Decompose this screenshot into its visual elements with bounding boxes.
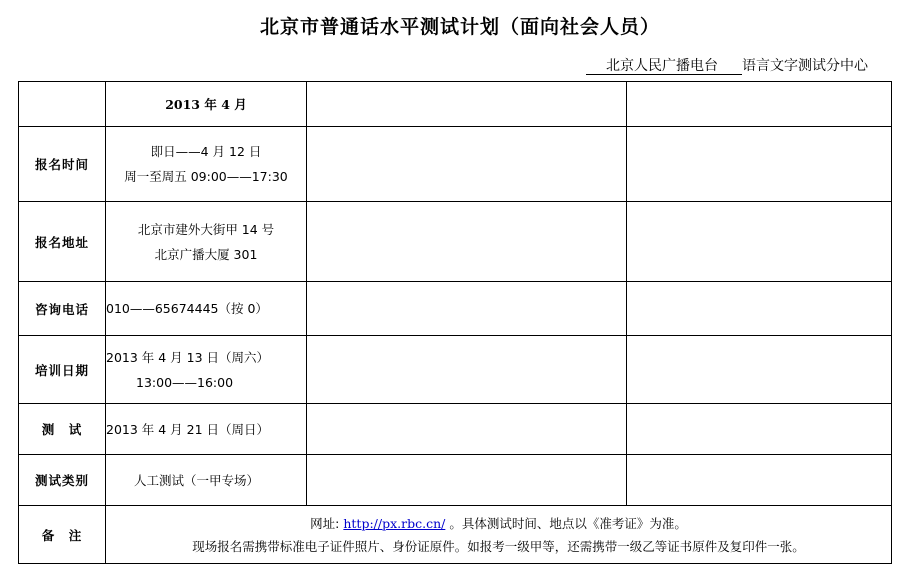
empty-cell bbox=[627, 127, 892, 202]
value-line: 010——65674445（按 0） bbox=[106, 301, 268, 316]
table-row bbox=[19, 455, 892, 506]
row-label: 报名地址 bbox=[19, 202, 106, 282]
empty-cell bbox=[627, 282, 892, 336]
website-suffix: 。具体测试时间、地点以《准考证》为准。 bbox=[445, 515, 687, 531]
row-value bbox=[106, 127, 307, 202]
empty-cell bbox=[307, 336, 627, 404]
value-line: 13:00——16:00 bbox=[136, 374, 234, 390]
empty-cell bbox=[627, 404, 892, 455]
table-header-row bbox=[19, 82, 892, 127]
empty-cell bbox=[627, 455, 892, 506]
value-line: 北京广播大厦 301 bbox=[154, 246, 258, 262]
website-link[interactable]: http://px.rbc.cn/ bbox=[343, 515, 446, 531]
website-prefix: 网址: bbox=[310, 515, 344, 531]
value-line: 北京市建外大街甲 14 号 bbox=[137, 221, 275, 237]
row-value bbox=[106, 282, 307, 336]
row-value bbox=[106, 202, 307, 282]
table-row bbox=[19, 282, 892, 336]
remarks-line-requirements: 现场报名需携带标准电子证件照片、身份证原件。如报考一级甲等，还需携带一级乙等证书原件及复印件一张。 bbox=[192, 538, 805, 554]
row-value bbox=[106, 404, 307, 455]
value-line: 人工测试（一甲专场） bbox=[134, 472, 260, 488]
row-label: 备 注 bbox=[19, 506, 106, 564]
row-value bbox=[106, 455, 307, 506]
value-line: 周一至周五 09:00——17:30 bbox=[124, 169, 288, 184]
table-row bbox=[19, 404, 892, 455]
empty-cell bbox=[627, 202, 892, 282]
issuer-org-secondary: 语言文字测试分中心 bbox=[742, 58, 868, 74]
row-label: 测试类别 bbox=[19, 455, 106, 506]
month-header: 2013 年 4 月 bbox=[106, 82, 307, 127]
empty-cell bbox=[307, 82, 627, 127]
remarks-cell bbox=[106, 506, 892, 564]
remarks-line-website bbox=[106, 512, 891, 535]
row-label: 测 试 bbox=[19, 404, 106, 455]
value-line: 即日——4 月 12 日 bbox=[150, 144, 262, 159]
issuer-org-primary: 北京人民广播电台 bbox=[586, 58, 720, 75]
page-title: 北京市普通话水平测试计划（面向社会人员） bbox=[259, 16, 660, 38]
table-row bbox=[19, 202, 892, 282]
row-label: 咨询电话 bbox=[19, 282, 106, 336]
value-line: 2013 年 4 月 21 日（周日） bbox=[106, 421, 270, 437]
underline-gap bbox=[720, 58, 742, 75]
table-row bbox=[19, 127, 892, 202]
empty-cell bbox=[627, 82, 892, 127]
empty-cell bbox=[307, 282, 627, 336]
test-schedule-table bbox=[18, 81, 892, 564]
row-label: 报名时间 bbox=[19, 127, 106, 202]
row-label: 培训日期 bbox=[19, 336, 106, 404]
empty-cell bbox=[307, 202, 627, 282]
corner-cell bbox=[19, 82, 106, 127]
row-value bbox=[106, 336, 307, 404]
empty-cell bbox=[307, 455, 627, 506]
remarks-row bbox=[19, 506, 892, 564]
empty-cell bbox=[307, 127, 627, 202]
table-row bbox=[19, 336, 892, 404]
empty-cell bbox=[627, 336, 892, 404]
empty-cell bbox=[307, 404, 627, 455]
issuer-line bbox=[586, 55, 868, 75]
value-line: 2013 年 4 月 13 日（周六） bbox=[106, 349, 270, 365]
